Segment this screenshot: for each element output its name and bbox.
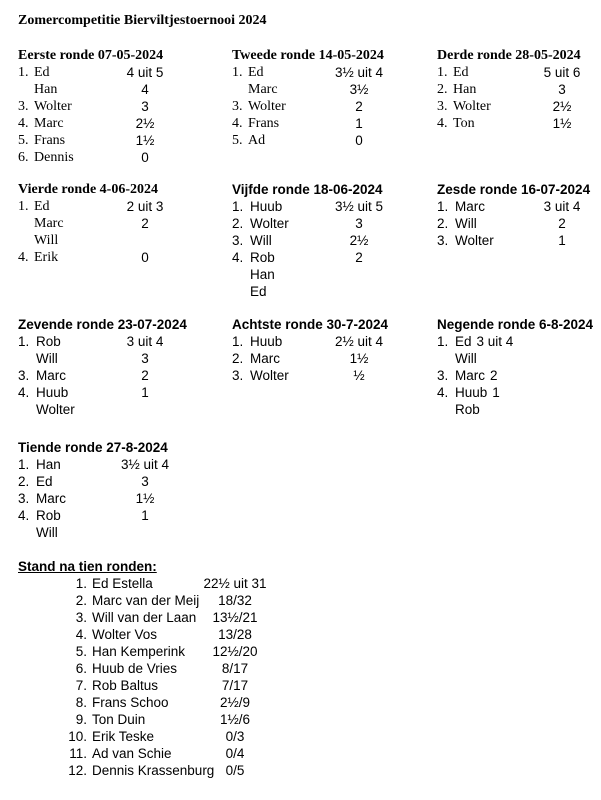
standing-entry (18, 626, 358, 643)
round-body (18, 333, 226, 418)
entry-player-name: Frans Schoo (92, 695, 169, 710)
entry-score: ½ (353, 368, 365, 383)
entry-score: 0/4 (225, 746, 245, 761)
entry-player-name: Rob (36, 508, 61, 523)
entry-number: 5. (18, 133, 29, 148)
entry-number: 4. (75, 627, 87, 642)
entry-player-name: Ed (34, 199, 50, 214)
entry-score: 3 (355, 216, 363, 231)
round-block-6 (437, 181, 600, 249)
entry-score: 2 (558, 216, 566, 231)
entry-player-name: Han (36, 457, 61, 472)
entry-score: 8/17 (221, 661, 249, 676)
entry-number: 3. (18, 99, 29, 114)
entry-player-name: Wolter (250, 216, 289, 231)
entry-player-name: Huub (250, 199, 283, 214)
entry-player-name: Han Kemperink (92, 644, 186, 659)
standings-block (18, 558, 358, 779)
round-entry (18, 232, 226, 249)
entry-player-name: Wolter Vos (92, 627, 158, 642)
round-entry (232, 249, 432, 266)
entry-player-name: Wolter (250, 368, 289, 383)
entry-number: 10. (68, 729, 87, 744)
entry-player-name: Will (455, 351, 477, 366)
document-title: Zomercompetitie Bierviltjestoernooi 2024 (18, 13, 267, 28)
entry-player-name: Ton Duin (92, 712, 146, 727)
round-heading: Achtste ronde 30-7-2024 (232, 317, 389, 332)
entry-player-name: Wolter (455, 233, 494, 248)
round-entry (437, 384, 600, 401)
entry-score: 2 (355, 250, 363, 265)
entry-number: 3. (232, 99, 243, 114)
entry-number: 3. (437, 368, 449, 383)
round-entry (232, 81, 432, 98)
round-entry (437, 198, 600, 215)
entry-number: 11. (69, 746, 87, 761)
round-heading: Tiende ronde 27-8-2024 (18, 440, 168, 455)
entry-score: 0 (141, 150, 149, 165)
round-heading: Derde ronde 28-05-2024 (437, 48, 581, 63)
entry-score: 1½ (135, 491, 155, 506)
standing-entry (18, 728, 358, 745)
entry-player-name: Wolter (248, 99, 286, 114)
entry-number: 3. (75, 610, 87, 625)
standing-entry (18, 711, 358, 728)
entry-number: 3. (232, 368, 244, 383)
round-entry (18, 198, 226, 215)
entry-score: 3½ uit 4 (120, 457, 170, 472)
round-block-2 (232, 47, 432, 149)
entry-number: 1. (18, 457, 30, 472)
round-entry (437, 333, 600, 350)
round-entry (18, 132, 226, 149)
round-body (18, 64, 226, 166)
entry-score: 1 (141, 385, 149, 400)
round-entry (18, 401, 226, 418)
entry-number: 1. (18, 199, 29, 214)
round-entry (18, 81, 226, 98)
round-heading: Zevende ronde 23-07-2024 (18, 317, 187, 332)
entry-player-name: Ed (453, 65, 469, 80)
standings-body (18, 575, 358, 779)
entry-number: 1. (232, 65, 243, 80)
entry-player-name: Ed (36, 474, 53, 489)
entry-score: 2 (490, 368, 498, 383)
standing-entry (18, 745, 358, 762)
entry-number: 4. (18, 508, 30, 523)
round-entry (437, 115, 600, 132)
round-block-8 (232, 316, 432, 384)
entry-number: 2. (75, 593, 87, 608)
round-heading: Vijfde ronde 18-06-2024 (232, 182, 383, 197)
round-entry (437, 367, 600, 384)
round-entry (232, 215, 432, 232)
entry-number: 5. (232, 133, 243, 148)
entry-score: 1 (355, 116, 363, 131)
round-body (18, 198, 226, 266)
round-entry (18, 384, 226, 401)
entry-player-name: Huub (250, 334, 283, 349)
entry-score: 2½ (135, 116, 155, 131)
entry-player-name: Han (34, 82, 58, 97)
entry-number: 4. (437, 385, 449, 400)
entry-score: 1½ (349, 351, 369, 366)
entry-score: 22½ uit 31 (203, 576, 267, 591)
entry-score: 2½ (349, 233, 369, 248)
entry-number: 1. (437, 334, 449, 349)
entry-player-name: Huub (455, 385, 488, 400)
entry-player-name: Marc (455, 199, 485, 214)
entry-score: 18/32 (218, 593, 252, 608)
entry-player-name: Wolter (453, 99, 491, 114)
round-entry (232, 115, 432, 132)
round-entry (232, 367, 432, 384)
entry-player-name: Han (250, 267, 275, 282)
entry-number: 4. (232, 250, 244, 265)
round-entry (232, 350, 432, 367)
entry-score: 1 (492, 385, 500, 400)
entry-player-name: Will (34, 233, 59, 248)
entry-player-name: Marc (36, 491, 66, 506)
entry-player-name: Will (36, 525, 58, 540)
entry-player-name: Erik Teske (92, 729, 155, 744)
round-heading: Eerste ronde 07-05-2024 (18, 48, 164, 63)
round-heading: Tweede ronde 14-05-2024 (232, 48, 384, 63)
round-entry (18, 215, 226, 232)
round-entry (232, 132, 432, 149)
entry-player-name: Ed (250, 284, 267, 299)
round-entry (18, 149, 226, 166)
entry-player-name: Marc (34, 116, 64, 131)
entry-score: 3½ uit 5 (334, 199, 384, 214)
round-entry (232, 64, 432, 81)
entry-score: 2½ uit 4 (334, 334, 384, 349)
standing-entry (18, 592, 358, 609)
round-body (232, 64, 432, 149)
entry-number: 12. (68, 763, 87, 778)
round-heading: Zesde ronde 16-07-2024 (437, 182, 591, 197)
round-entry (232, 266, 432, 283)
entry-score: 2 (141, 216, 149, 231)
entry-score: 3 uit 4 (476, 334, 514, 349)
entry-number: 3. (437, 233, 449, 248)
standing-entry (18, 762, 358, 779)
entry-player-name: Ed (248, 65, 264, 80)
entry-number: 6. (75, 661, 87, 676)
entry-player-name: Erik (34, 250, 59, 265)
entry-number: 9. (75, 712, 87, 727)
entry-player-name: Dennis (34, 150, 74, 165)
entry-player-name: Huub (36, 385, 69, 400)
round-entry (437, 64, 600, 81)
entry-number: 3. (18, 368, 30, 383)
entry-score: 2½/9 (219, 695, 251, 710)
round-entry (18, 473, 226, 490)
round-entry (18, 98, 226, 115)
entry-number: 4. (18, 116, 29, 131)
entry-number: 2. (232, 216, 244, 231)
round-entry (18, 115, 226, 132)
entry-number: 3. (437, 99, 448, 114)
entry-number: 1. (437, 65, 448, 80)
entry-player-name: Will van der Laan (92, 610, 197, 625)
entry-number: 1. (232, 199, 244, 214)
round-entry (18, 64, 226, 81)
round-entry (232, 232, 432, 249)
entry-number: 3. (232, 233, 244, 248)
standing-entry (18, 694, 358, 711)
entry-score: 1 (141, 508, 149, 523)
entry-player-name: Will (36, 351, 58, 366)
entry-score: 3 (141, 99, 149, 114)
entry-player-name: Ad van Schie (92, 746, 172, 761)
entry-player-name: Ed (455, 334, 472, 349)
entry-score: 1½/6 (219, 712, 251, 727)
entry-player-name: Wolter (36, 402, 75, 417)
entry-number: 2. (18, 474, 30, 489)
round-body (232, 198, 432, 300)
entry-player-name: Rob (250, 250, 275, 265)
entry-player-name: Rob Baltus (92, 678, 159, 693)
entry-number: 7. (75, 678, 87, 693)
entry-score: 2 uit 3 (126, 199, 164, 214)
entry-score: 5 uit 6 (543, 65, 581, 80)
entry-player-name: Rob (36, 334, 61, 349)
entry-number: 4. (18, 250, 29, 265)
entry-score: 3 (141, 351, 149, 366)
entry-player-name: Rob (455, 402, 480, 417)
entry-number: 2. (232, 351, 244, 366)
entry-number: 2. (437, 82, 448, 97)
round-entry (232, 198, 432, 215)
entry-score: 2 (141, 368, 149, 383)
round-block-4 (18, 181, 226, 266)
entry-number: 8. (75, 695, 87, 710)
entry-number: 1. (437, 199, 449, 214)
round-entry (437, 81, 600, 98)
entry-score: 3 (141, 474, 149, 489)
round-entry (18, 490, 226, 507)
round-entry (437, 98, 600, 115)
entry-score: 1½ (552, 116, 572, 131)
entry-player-name: Ad (248, 133, 266, 148)
entry-number: 3. (18, 491, 30, 506)
entry-score: 3 uit 4 (126, 334, 164, 349)
entry-score: 3½ uit 4 (334, 65, 384, 80)
entry-score: 3 uit 4 (543, 199, 581, 214)
round-entry (437, 401, 600, 418)
round-entry (437, 350, 600, 367)
standing-entry (18, 575, 358, 592)
round-body (437, 64, 600, 132)
entry-score: 0/3 (225, 729, 245, 744)
entry-score: 3½ (349, 82, 369, 97)
entry-score: 0 (141, 250, 149, 265)
entry-player-name: Marc (36, 368, 66, 383)
round-block-7 (18, 316, 226, 418)
entry-player-name: Huub de Vries (92, 661, 178, 676)
entry-number: 1. (18, 334, 30, 349)
round-entry (18, 249, 226, 266)
entry-player-name: Will (455, 216, 477, 231)
round-entry (232, 333, 432, 350)
entry-player-name: Marc van der Meij (92, 593, 200, 608)
round-entry (232, 283, 432, 300)
entry-player-name: Marc (248, 82, 278, 97)
entry-player-name: Marc (34, 216, 64, 231)
round-entry (18, 333, 226, 350)
entry-player-name: Ed (34, 65, 50, 80)
entry-number: 2. (437, 216, 449, 231)
entry-score: 2½ (552, 99, 572, 114)
entry-score: 0/5 (225, 763, 245, 778)
standing-entry (18, 660, 358, 677)
entry-score: 13/28 (218, 627, 252, 642)
standings-heading: Stand na tien ronden: (18, 559, 157, 574)
round-heading: Negende ronde 6-8-2024 (437, 317, 594, 332)
round-heading: Vierde ronde 4-06-2024 (18, 182, 158, 197)
round-block-1 (18, 47, 226, 166)
entry-score: 3 (558, 82, 566, 97)
round-entry (232, 98, 432, 115)
round-block-3 (437, 47, 600, 132)
entry-score: 7/17 (221, 678, 249, 693)
round-block-5 (232, 181, 432, 300)
entry-player-name: Ed Estella (92, 576, 153, 591)
round-entry (18, 367, 226, 384)
entry-score: 13½/21 (212, 610, 258, 625)
entry-number: 1. (18, 65, 29, 80)
entry-score: 1 (558, 233, 566, 248)
round-block-9 (437, 316, 600, 418)
entry-player-name: Dennis Krassenburg (92, 763, 215, 778)
entry-player-name: Marc (250, 351, 280, 366)
standing-entry (18, 609, 358, 626)
entry-score: 0 (355, 133, 363, 148)
entry-number: 4. (232, 116, 243, 131)
standing-entry (18, 643, 358, 660)
round-block-10 (18, 439, 226, 541)
entry-score: 12½/20 (212, 644, 258, 659)
entry-number: 4. (437, 116, 448, 131)
entry-score: 2 (355, 99, 363, 114)
round-entry (18, 350, 226, 367)
round-body (437, 198, 600, 249)
entry-player-name: Han (453, 82, 477, 97)
standing-entry (18, 677, 358, 694)
round-entry (18, 456, 226, 473)
entry-player-name: Wolter (34, 99, 72, 114)
entry-score: 1½ (135, 133, 155, 148)
entry-player-name: Will (250, 233, 272, 248)
round-entry (18, 507, 226, 524)
entry-number: 1. (75, 576, 87, 591)
round-body (232, 333, 432, 384)
entry-number: 4. (18, 385, 30, 400)
round-entry (437, 232, 600, 249)
entry-player-name: Ton (453, 116, 475, 131)
entry-score: 4 uit 5 (126, 65, 164, 80)
entry-player-name: Frans (34, 133, 66, 148)
entry-number: 5. (75, 644, 87, 659)
entry-number: 1. (232, 334, 244, 349)
round-body (18, 456, 226, 541)
round-entry (18, 524, 226, 541)
entry-player-name: Frans (248, 116, 280, 131)
entry-score: 4 (141, 82, 149, 97)
entry-number: 6. (18, 150, 29, 165)
round-entry (437, 215, 600, 232)
round-body (437, 333, 600, 418)
entry-player-name: Marc (455, 368, 485, 383)
